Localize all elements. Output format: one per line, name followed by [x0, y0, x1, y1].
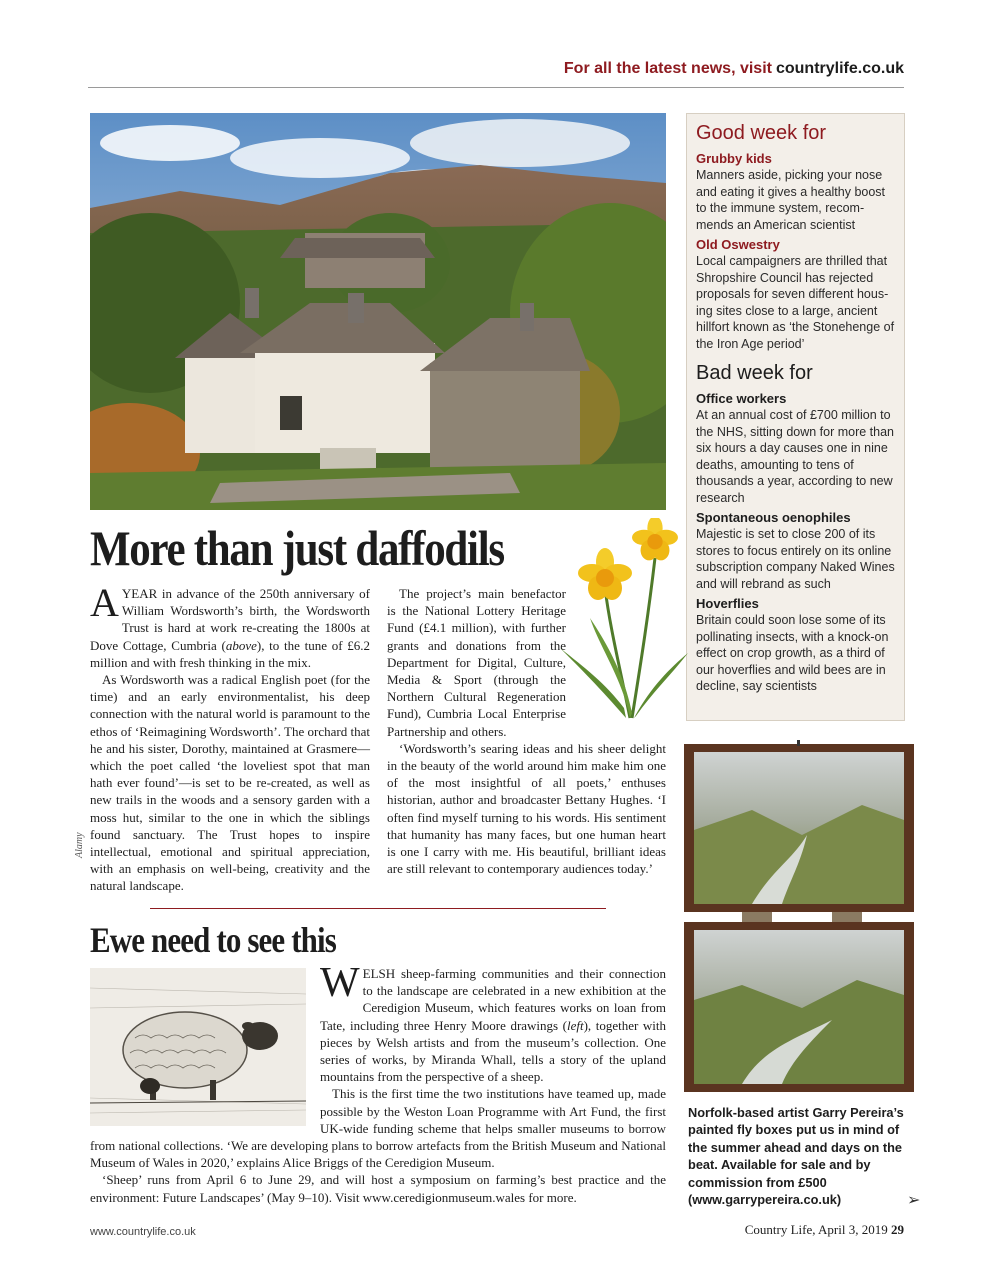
- dove-cottage-photo: [90, 113, 666, 510]
- article-paragraph: ), together with pieces by Welsh artists and from the museum’s collection. One series of works, by Miranda Whall, tells a story of the upland mountains from the perspective of a sheep.: [320, 1017, 666, 1085]
- banner-site-link[interactable]: countrylife.co.uk: [775, 60, 904, 77]
- article-paragraph: ‘Sheep’ runs from April 6 to June 29, and will host a symposium on farming’s best practice and the environment: Future Landscapes’ (May 9–10). Visit www.ceredigionmuseum.wales for more.: [90, 1172, 666, 1205]
- good-week-heading: Good week for: [696, 122, 827, 144]
- bad-item-body: Majestic is set to close 200 of its stores to focus entirely on its online subscription company Naked Wines and will rebrand as such: [696, 527, 895, 591]
- article-paragraph: YEAR in advance of the 250th anniversary of William Wordsworth’s birth, the Wordsworth Trust is hard at work re-creating the 1800s at Dove Cottage, Cumbria (: [90, 586, 370, 653]
- footer-issue: [745, 1222, 904, 1238]
- photo-credit: Alamy: [74, 832, 85, 858]
- sheep-wrap-spacer: [90, 965, 320, 1131]
- good-bad-week-box: [686, 113, 905, 721]
- daffodil-wrap-spacer: [566, 585, 666, 720]
- section-divider: [150, 908, 606, 909]
- article-italic: left: [566, 1017, 584, 1033]
- good-item-body: Local campaigners are thrilled that Shropshire Council has rejected proposals for seven different hous-ing sites close to a large, ancient hillfort known as ‘the Stonehenge of the Iron Age period’: [696, 254, 895, 351]
- article-italic: above: [225, 637, 257, 653]
- article-paragraph: ), to the tune of £6.2 million and with fresh thinking in the mix.: [90, 637, 370, 670]
- site-banner: [88, 60, 904, 88]
- continue-arrow-icon: ➢: [907, 1192, 921, 1209]
- good-item-title: Old Oswestry: [696, 237, 780, 252]
- article-paragraph: ‘Wordsworth’s searing ideas and his sheer delight in the beauty of the world around him make him one of the most insightful of all poets,’ enthuses historian, author and broadcaster Bettany Hughes. ‘I often find myself turning to his words. His sentiment that humanity has many faces, but one human heart is one I carry with me. His beautiful, brilliant ideas are still relevant to contemporary audiences today.’: [387, 740, 666, 877]
- drop-cap: A: [90, 580, 119, 625]
- bad-item-title: Spontaneous oenophiles: [696, 510, 851, 525]
- footer-issue-label: Country Life, April 3, 2019: [744, 1222, 888, 1237]
- article-paragraph: As Wordsworth was a radical English poet (for the time) and an early environmentalist, his deep connection with the natural world is paramount to the ethos of ‘Reimagining Wordsworth’. The orchard that he and his sister, Dorothy, maintained at Grasmere—which the poet called ‘the loveliest spot that man hath ever found’—is set to be re-created, as well as new trails in the woods and a sensory garden with a moss hut, similar to the one in which the siblings found sanctuary. The Trust hopes to inspire intellectual, emotional and spiritual appreciation, with an emphasis on well-being, creativity and the natural landscape.: [90, 672, 370, 894]
- article-column-1: [90, 580, 370, 895]
- good-item-title: Grubby kids: [696, 151, 772, 166]
- banner-lead: For all the latest news, visit: [563, 60, 772, 77]
- article-paragraph: ELSH sheep-farming communities and their connection to the landscape are celebrated in a new exhibition at the Ceredigion Museum, which features works on loan from Tate, including three Henry Moore drawings (: [320, 966, 666, 1033]
- bad-item-title: Office workers: [696, 391, 787, 406]
- footer-site: www.countrylife.co.uk: [90, 1226, 196, 1238]
- article-column-2: [387, 585, 666, 877]
- good-item-body: Manners aside, picking your nose and eating it gives a healthy boost to the immune system, recom-mends an American scientist: [696, 168, 886, 232]
- article-paragraph: The project’s main benefactor is the National Lottery Heritage Fund (£4.1 million), with further grants and donations from the Department for Digital, Culture, Media & Sport (through the Northern Cultural Regeneration Fund), Cumbria Local Enterprise Partnership and others.: [387, 586, 566, 739]
- painted-fly-boxes-photo: [682, 740, 916, 1096]
- article2-headline: Ewe need to see this: [90, 920, 336, 960]
- page-number: 29: [891, 1222, 904, 1237]
- article-paragraph: This is the first time the two institutions have teamed up, made possible by the Weston Loan Programme with Art Fund, the first UK-wide funding scheme that helps smaller museums to borrow from national collections. ‘We are developing plans to borrow artefacts from the British Museum and National Museum of Wales in 2020,’ explains Alice Briggs of the Ceredigion Museum.: [90, 1086, 666, 1171]
- bad-item-body: At an annual cost of £700 million to the NHS, sitting down for more than six hours a day causes one in nine deaths, amounting to tens of thousands a year, according to new research: [696, 408, 895, 505]
- fly-boxes-caption: Norfolk-based artist Garry Pereira’s painted fly boxes put us in mind of the summer ahead and days on the beat. Available for sale and by commission from £500 (www.garrypereira.co.uk): [688, 1105, 904, 1208]
- article-headline: More than just daffodils: [90, 520, 504, 576]
- article2-body: [90, 960, 666, 1206]
- bad-item-title: Hoverflies: [696, 596, 759, 611]
- drop-cap: W: [320, 960, 360, 1006]
- bad-item-body: Britain could soon lose some of its pollinating insects, with a knock-on effect on crop growth, as a third of our hoverflies and wild bees are in decline, say scientists: [696, 613, 889, 693]
- bad-week-heading: Bad week for: [696, 362, 813, 384]
